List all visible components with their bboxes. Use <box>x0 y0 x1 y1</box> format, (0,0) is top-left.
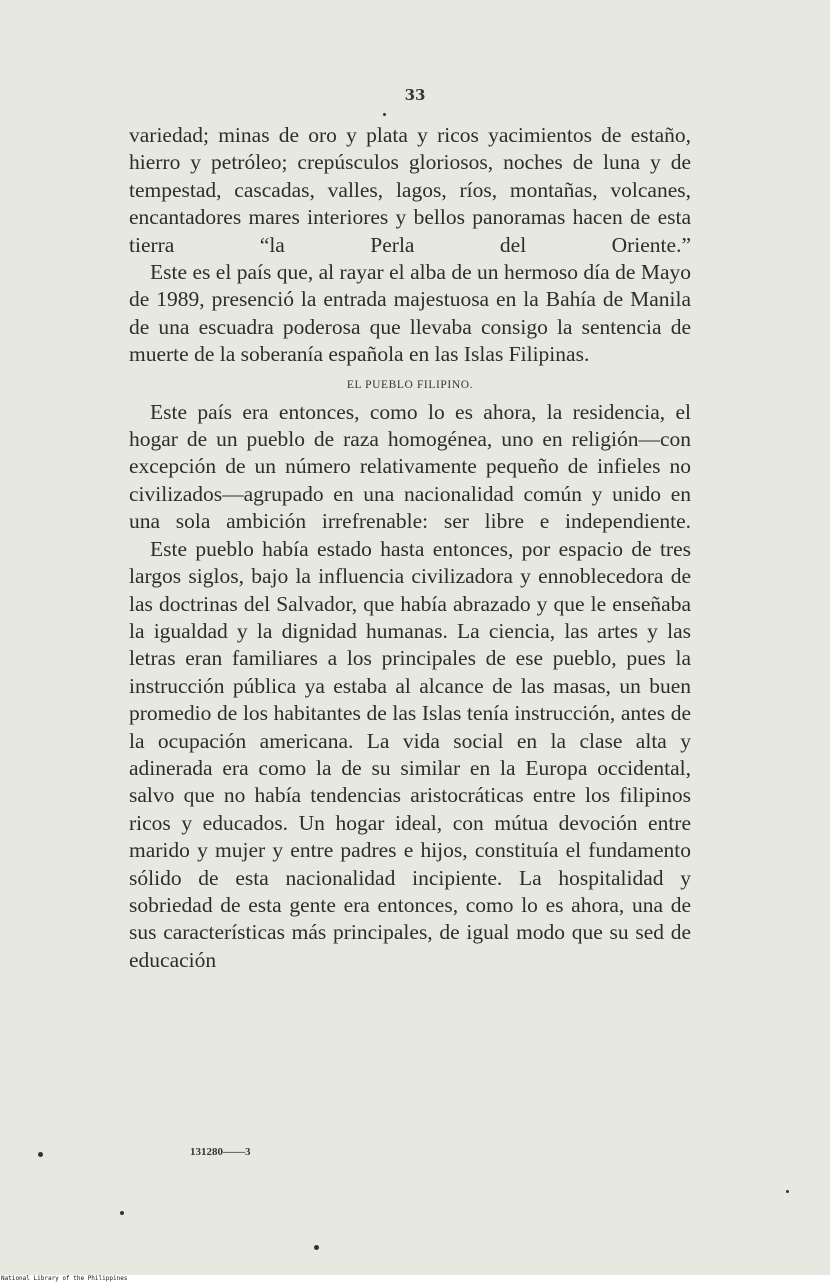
scan-speck <box>383 113 386 116</box>
page-number: 33 <box>404 86 426 104</box>
paragraph: Este pueblo había estado hasta entonces, por espacio de tres largos siglos, bajo la influencia civilizadora y ennoblecedora de las doctrinas del Salvador, que había abrazado y que le enseñaba la igualdad y la dignidad humanas. La ciencia, las artes y las letras eran familiares a los principales de ese pueblo, pues la instrucción pública ya estaba al alcance de las masas, un buen promedio de los habitantes de las Islas tenía instrucción, antes de la ocupación americana. La vida social en la clase alta y adinerada era como la de su similar en la Europa occidental, salvo que no había tendencias aristocráticas entre los filipinos ricos y educados. Un hogar ideal, con mútua devoción entre marido y mujer y entre padres e hijos, constituía el fundamento sólido de esta nacionalidad incipiente. La hospitalidad y sobriedad de esta gente era entonces, como lo es ahora, una de sus características más principales, de igual modo que su sed de educación <box>129 536 691 972</box>
page-body <box>129 122 691 974</box>
paragraph-continued: variedad; minas de oro y plata y ricos yacimientos de estaño, hierro y petróleo; crepúsculos gloriosos, noches de luna y de tempestad, cascadas, valles, lagos, ríos, montañas, volcanes, encantadores mares interiores y bellos panoramas hacen de esta tierra “la Perla del Oriente.” <box>129 123 691 257</box>
paragraph: Este país era entonces, como lo es ahora, la residencia, el hogar de un pueblo de raza homogénea, uno en religión—con excepción de un número relativamente pequeño de infieles no civilizados—agrupado en una nacionalidad común y unido en una sola ambición irrefrenable: ser libre e independiente. <box>129 399 691 534</box>
printer-signature-mark: 131280——3 <box>190 1146 251 1158</box>
scan-speck <box>314 1245 319 1250</box>
footer-strip <box>0 1275 830 1283</box>
section-heading: EL PUEBLO FILIPINO. <box>346 378 474 391</box>
paragraph: Este es el país que, al rayar el alba de un hermoso día de Mayo de 1989, presenció la entrada majestuosa en la Bahía de Manila de una escuadra poderosa que llevaba consigo la sentencia de muerte de la soberanía española en las Islas Filipinas. <box>129 260 691 367</box>
scan-speck <box>786 1190 789 1193</box>
library-credit: National Library of the Philippines <box>1 1275 128 1282</box>
scan-speck <box>38 1152 43 1157</box>
scan-speck <box>120 1211 124 1215</box>
